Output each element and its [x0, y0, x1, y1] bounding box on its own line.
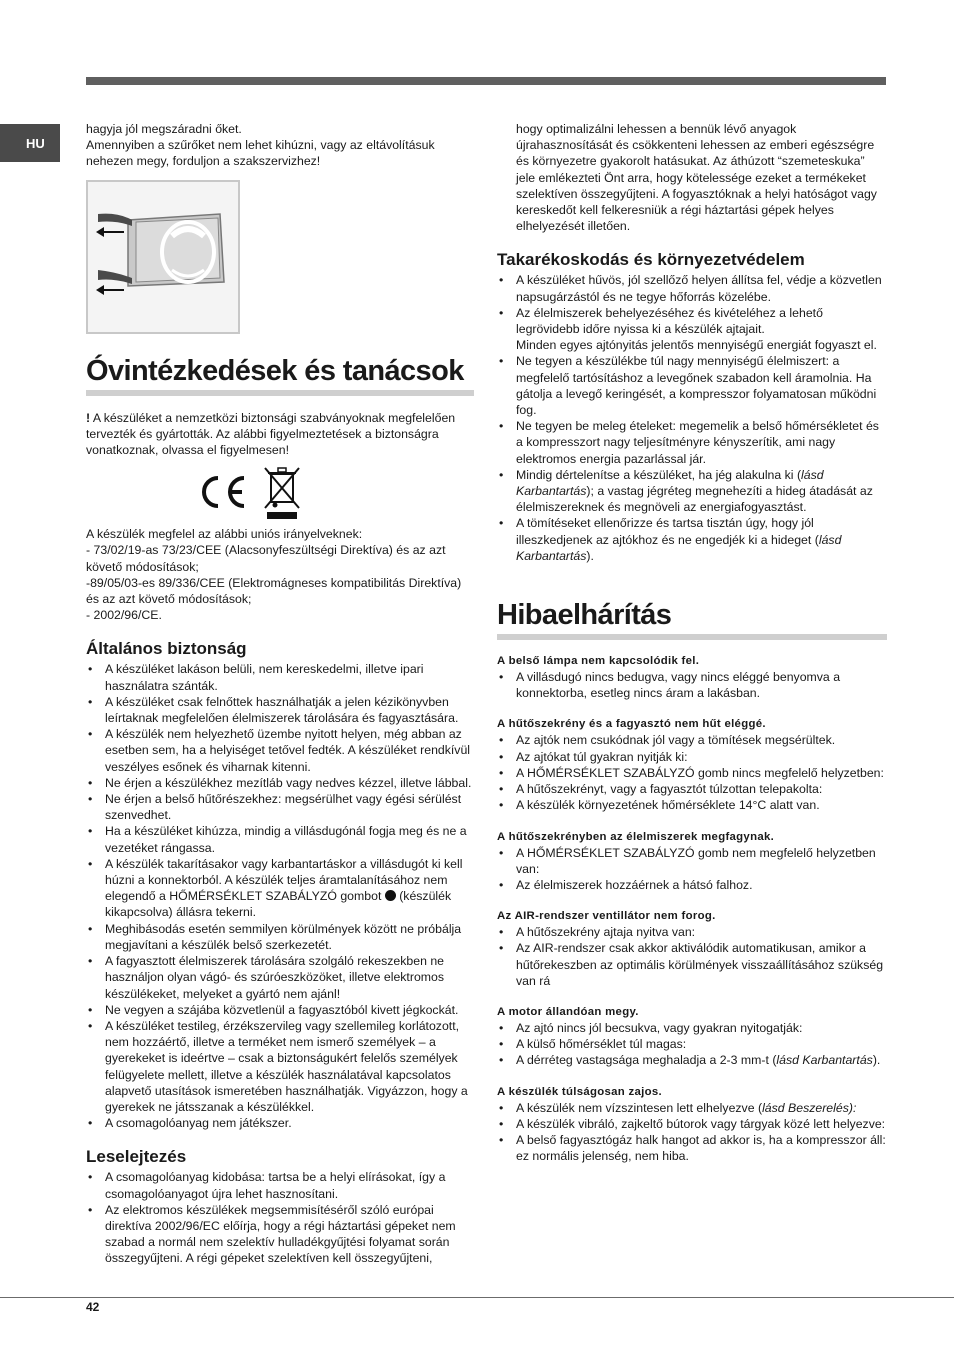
disposal-title: Leselejtezés [86, 1147, 187, 1167]
crossed-bin-icon [262, 464, 302, 520]
directive-line-2: - 73/02/19-as 73/23/CEE (Alacsonyfeszültségi Direktíva) és az azt követő módosítások; [86, 543, 446, 574]
list-item: • A csomagolóanyag nem játékszer. [86, 1115, 474, 1131]
list-item: • Az elektromos készülékek megsemmisítéséről szóló európai direktíva 2002/96/EC előírja, hogy a régi háztartási gépeket nem szabad a normál nem szelektív hulladékgyűjtési folyamat során összegyűjteni. A régi gépeket szelektíven kell összegyűjteni, [86, 1202, 474, 1267]
left-column [86, 121, 474, 1267]
list-item: • Ne vegyen a szájába közvetlenül a fagyasztóból kivett jégkockát. [86, 1002, 474, 1018]
list-item: • A tömítéseket ellenőrizze és tartsa tisztán úgy, hogy jól illeszkedjenek az ajtókhoz és ne engedjék ki a hideget (lásd Karbantartás). [497, 515, 887, 564]
list-item: • A külső hőmérséklet túl magas: [497, 1036, 887, 1052]
list-item: • A villásdugó nincs bedugva, vagy nincs eléggé benyomva a konnektorba, esetleg nincs áram a lakásban. [497, 669, 887, 701]
issue-list [497, 924, 887, 989]
issue-title: A belső lámpa nem kapcsolódik fel. [497, 655, 700, 668]
issue-title: Az AIR-rendszer ventillátor nem forog. [497, 910, 716, 923]
precautions-title-rule [86, 390, 474, 396]
general-safety-list [86, 661, 474, 1131]
issue-title: A készülék túlságosan zajos. [497, 1085, 662, 1098]
list-item: • A készüléket hűvös, jól szellőző helyen állítsa fel, védje a közvetlen napsugárzástól és ne tegye hőforrás közelébe. [497, 272, 887, 304]
list-item: • Mindig dértelenítse a készüléket, ha jég alakulna ki (lásd Karbantartás); a vastag jégréteg megnehezíti a hideg átadását az élelmiszereknek és megnöveli az energiafogyasztást. [497, 467, 887, 516]
list-item: • A csomagolóanyag kidobása: tartsa be a helyi elírásokat, így a csomagolóanyagot újra lehet hasznosítani. [86, 1169, 474, 1201]
language-tab: HU [0, 124, 60, 162]
drawer-diagram [86, 180, 240, 334]
warning-mark: ! [86, 410, 91, 425]
issue-title: A hűtőszekrény és a fagyasztó nem hűt eléggé. [497, 718, 766, 731]
directive-line-4: - 2002/96/CE. [86, 608, 162, 623]
list-item: • A készülék nem helyezhető üzembe nyitott helyen, még abban az esetben sem, ha a helyiséget tetővel fedték. A készüléket rendkívül veszélyes esőnek és viharnak kitenni. [86, 726, 474, 775]
list-item: • A HŐMÉRSÉKLET SZABÁLYZÓ gomb nem megfelelő helyzetben van: [497, 845, 887, 877]
list-item: • Az élelmiszerek behelyezéséhez és kivételéhez a lehető legrövidebb időre nyissa ki a készülék ajtajait. Minden egyes ajtónyitás jelentős mennyiségű energiát fogyaszt el. [497, 305, 887, 354]
issue-title: A motor állandóan megy. [497, 1005, 639, 1018]
page-number: 42 [86, 1300, 100, 1314]
right-column [497, 121, 887, 1164]
disposal-continued: hogy optimalizálni lehessen a bennük lévő anyagok újrahasznosítását és csökkenteni lehessen az emberi egészségre és környezetre gyakorolt hatásukat. Az áthúzott “szemeteskuka” jele emlékezteti Önt arra, hogy kötelessége ezeket a termékeket szelektíven összegyűjteni. A fogyasztóknak a helyi hatóságot vagy kereskedőt kell felkeresniük a régi háztartási gépek helyes elhelyezését illetően. [516, 122, 877, 234]
list-item: • A HŐMÉRSÉKLET SZABÁLYZÓ gomb nincs megfelelő helyzetben: [497, 765, 887, 781]
list-item: • Az ajtók nem csukódnak jól vagy a tömítések megsérültek. [497, 732, 887, 748]
issue-list [497, 732, 887, 813]
disposal-list [86, 1169, 474, 1266]
directive-line-1: A készülék megfelel az alábbi uniós irányelveknek: [86, 527, 363, 542]
list-item: • Ne tegyen a készülékbe túl nagy mennyiségű élelmiszert: a megfelelő tartósításhoz a levegőnek szabadon kell áramolnia. Ha gátolja a levegő keringését, a kompresszor folyamatosan működni fog. [497, 353, 887, 418]
precautions-title: Óvintézkedések és tanácsok [86, 354, 464, 387]
list-item: • A készülék nem vízszintesen lett elhelyezve (lásd Beszerelés): [497, 1100, 887, 1116]
top-bar [86, 77, 886, 85]
troubleshooting-title-rule [497, 634, 887, 640]
troubleshooting-title: Hibaelhárítás [497, 599, 672, 632]
issue-title: A hűtőszekrényben az élelmiszerek megfagynak. [497, 830, 775, 843]
list-item: • A hűtőszekrényt, vagy a fagyasztót túlzottan telepakolta: [497, 781, 887, 797]
ce-mark-icon [198, 475, 248, 509]
saving-title: Takarékoskodás és környezetvédelem [497, 250, 805, 270]
list-item: • Az AIR-rendszer csak akkor aktiválódik automatikusan, amikor a hűtőrekeszben az optimális körülmények visszaállításához szükség van rá [497, 940, 887, 989]
warning-text: ! A készüléket a nemzetközi biztonsági szabványoknak megfelelően tervezték és gyártották. Az alábbi figyelmeztetések a biztonságra vonatkoznak, olvassa el figyelmesen! [86, 410, 456, 458]
list-item: • A hűtőszekrény ajtaja nyitva van: [497, 924, 887, 940]
list-item: • Ne tegyen be meleg ételeket: megemelik a belső hőmérsékletet és a kompresszort nagy teljesítményre kényszerítik, ami nagy elektromos energia pazarlással jár. [497, 418, 887, 467]
list-item: • A belső fagyasztógáz halk hangot ad akkor is, ha a kompresszor áll: ez normális jelenség, nem hiba. [497, 1132, 887, 1164]
list-item: • A készülék takarításakor vagy karbantartáskor a villásdugót ki kell húzni a konnektorból. A készülék teljes áramtalanításához nem elegendő a HŐMÉRSÉKLET SZABÁLYZÓ gombot (készülék kikapcsolva) állásra tekerni. [86, 856, 474, 921]
list-item: • A készüléket testileg, érzékszervileg vagy szellemileg korlátozott, nem hozzáértő, illetve a terméket nem ismerő személyek – a gyerekeket is ideértve – csak a biztonságukért felelős személyek felügyelete mellett, illetve a készülék használatával kapcsolatos alapvető utasítások ismeretében használhatják. Vigyázzon, hogy a gyerekek ne játsszanak a készülékkel. [86, 1018, 474, 1115]
list-item: • A dérréteg vastagsága meghaladja a 2-3 mm-t (lásd Karbantartás). [497, 1052, 887, 1068]
list-item: • Ne érjen a készülékhez mezítláb vagy nedves kézzel, illetve lábbal. [86, 775, 474, 791]
conformity-marks [198, 464, 474, 520]
list-item: • A készüléket lakáson belüli, nem kereskedelmi, illetve ipari használatra szánták. [86, 661, 474, 693]
issue-list [497, 1020, 887, 1069]
intro-line-1: hagyja jól megszáradni őket. [86, 122, 242, 136]
footer-rule [0, 1297, 954, 1298]
list-item: • A fagyasztott élelmiszerek tárolására szolgáló rekeszekben ne használjon olyan vágó- és szúróeszközöket, illetve elektromos készülékeket, melyeket a gyártó nem ajánl! [86, 953, 474, 1002]
directive-line-3: -89/05/03-es 89/336/CEE (Elektromágneses kompatibilitás Direktíva) és az azt követő módosítások; [86, 575, 462, 607]
list-item: • Meghibásodás esetén semmilyen körülmények között ne próbálja megjavítani a készülék belső szerkezetét. [86, 921, 474, 953]
issue-list [497, 845, 887, 894]
list-item: • Az élelmiszerek hozzáérnek a hátsó falhoz. [497, 877, 887, 893]
saving-list [497, 272, 887, 564]
list-item: • A készülék környezetének hőmérséklete 14°C alatt van. [497, 797, 887, 813]
knob-icon [385, 890, 396, 901]
list-item: • Az ajtó nincs jól becsukva, vagy gyakran nyitogatják: [497, 1020, 887, 1036]
list-item: • Ne érjen a belső hűtőrészekhez: megsérülhet vagy égési sérülést szenvedhet. [86, 791, 474, 823]
general-safety-title: Általános biztonság [86, 639, 247, 659]
intro-line-2: Amennyiben a szűrőket nem lehet kihúzni, vagy az eltávolításuk nehezen megy, forduljon a szakszervizhez! [86, 138, 435, 169]
list-item: • A készülék vibráló, zajkeltő bútorok vagy tárgyak közé lett helyezve: [497, 1116, 887, 1132]
list-item: • Ha a készüléket kihúzza, mindig a villásdugónál fogja meg és ne a vezetéket rángassa. [86, 823, 474, 855]
issue-list [497, 1100, 887, 1165]
list-item: • Az ajtókat túl gyakran nyitják ki: [497, 749, 887, 765]
issue-list [497, 669, 887, 701]
list-item: • A készüléket csak felnőttek használhatják a jelen kézikönyvben leírtaknak megfelelően élelmiszerek tárolására és fagyasztására. [86, 694, 474, 726]
